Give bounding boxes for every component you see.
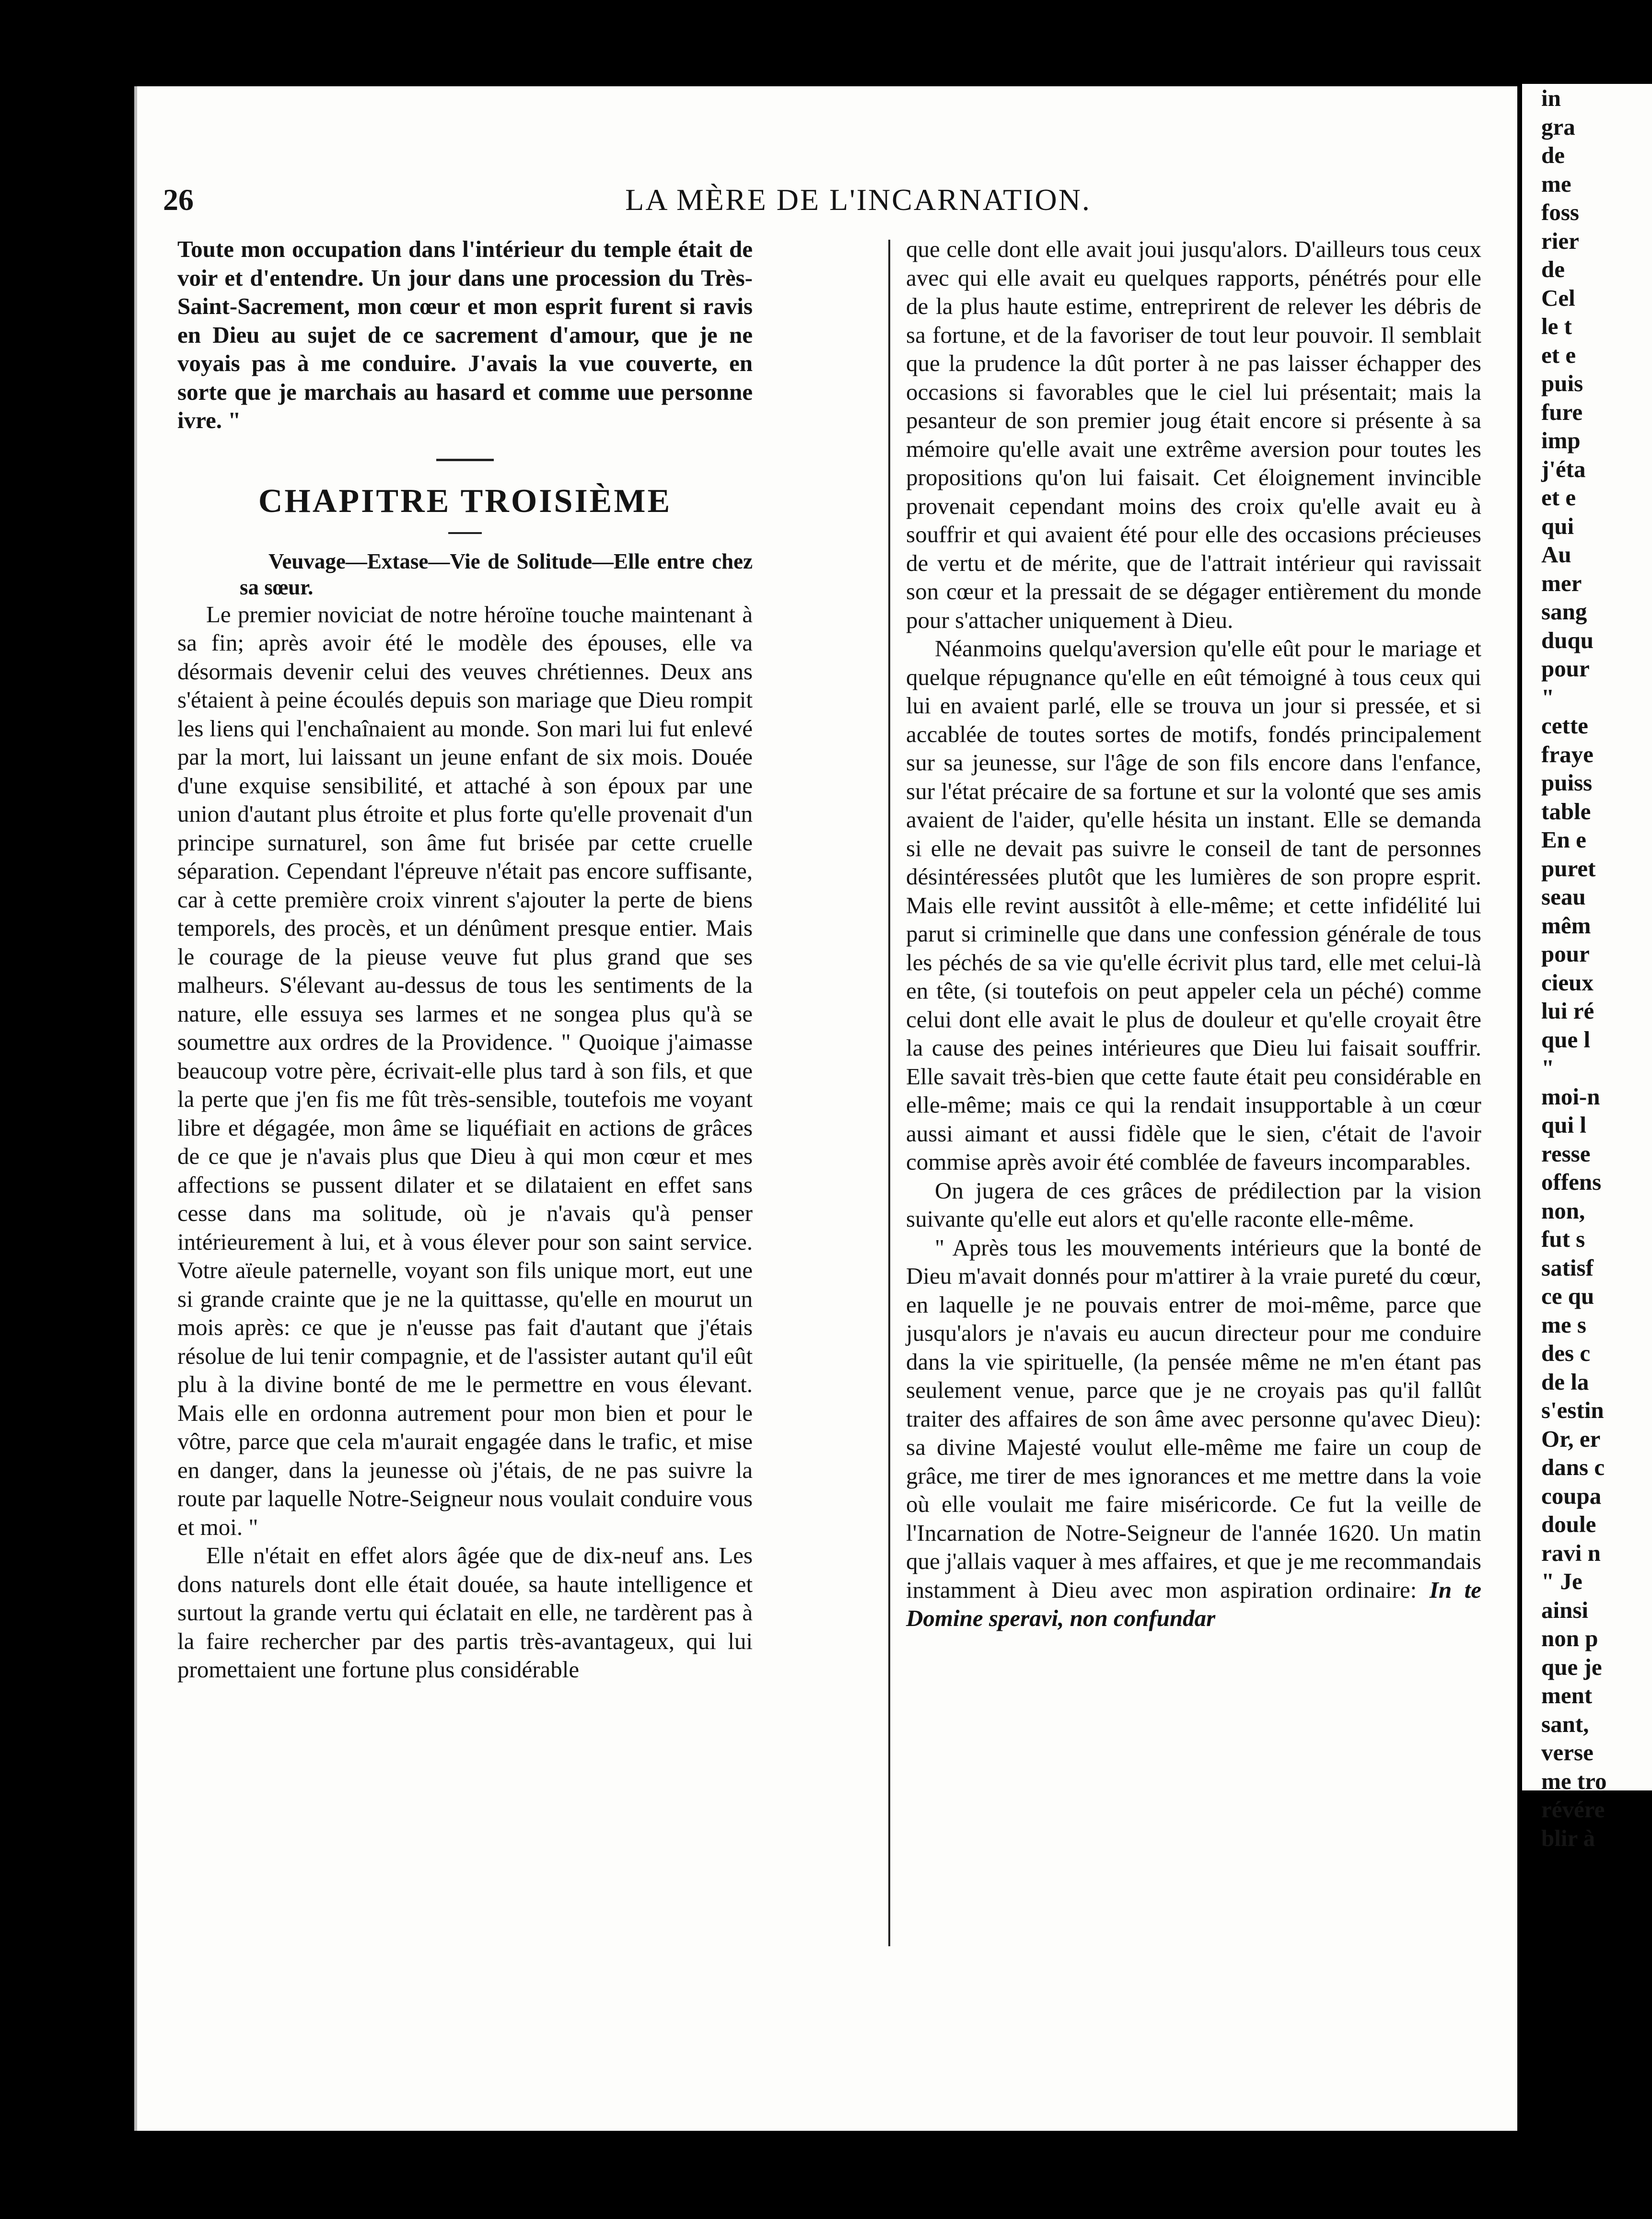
adjacent-page-fragment: " Je	[1541, 1568, 1582, 1594]
adjacent-page-fragment: de	[1541, 256, 1565, 282]
column-rule	[888, 240, 890, 1946]
adjacent-page-fragment: in	[1541, 85, 1561, 111]
adjacent-page-fragment: foss	[1541, 199, 1579, 225]
adjacent-page-fragment: En e	[1541, 826, 1586, 853]
section-divider	[436, 459, 494, 461]
adjacent-page-fragment: pour	[1541, 941, 1590, 967]
adjacent-page-fragment: cette	[1541, 712, 1588, 739]
adjacent-page-fragment: fut s	[1541, 1226, 1585, 1252]
adjacent-page-fragment: mêm	[1541, 912, 1591, 939]
paragraph: Néanmoins quelqu'aversion qu'elle eût pour le mariage et quelque répugnance qu'elle en eût témoigné à tous ceux qui lui en avaient parlé, elle se trouva un jour si pressée, et si accablée de toutes sortes de motifs, fondés principalement sur sa jeunesse, sur l'âge de son fils encore dans l'enfance, sur l'état précaire de sa fortune et sur la volonté que ses amis avaient de l'aider, qu'elle hésita un instant. Elle se demanda si elle ne devait pas suivre le conseil de tant de personnes désintéressées plutôt que les lumières de son propre esprit. Mais elle revint aussitôt à elle-même; et cette infidélité lui parut si criminelle que dans une confession générale de tous les péchés de sa vie qu'elle écrivit plus tard, elle met celui-là en tête, (si toutefois on peut appeler cela un péché) comme celui dont elle avait le plus de douleur et qu'elle croyait être la cause des peines intérieures que Dieu lui faisait souffrir. Elle savait très-bien que cette faute était peu considérable en elle-même; mais ce qui la rendait insupportable à un cœur aussi aimant et aussi fidèle que le sien, c'était de l'avoir commise après avoir été comblée de faveurs incomparables.	[906, 635, 1481, 1175]
title-divider	[448, 532, 482, 534]
paragraph: Elle n'était en effet alors âgée que de dix-neuf ans. Les dons naturels dont elle était douée, sa haute intelligence et surtout la grande vertu qui éclatait en elle, ne tardèrent pas à la faire rechercher par des partis très-avantageux, qui lui promettaient une fortune plus considérable	[177, 1542, 753, 1683]
adjacent-page-fragment: qui	[1541, 512, 1574, 539]
running-title: LA MÈRE DE L'INCARNATION.	[625, 183, 1091, 217]
adjacent-page-fragment: de la	[1541, 1368, 1589, 1395]
adjacent-page-fragment: lui ré	[1541, 998, 1594, 1024]
adjacent-page-fragment: sang	[1541, 598, 1587, 625]
adjacent-page-fragment: non,	[1541, 1197, 1585, 1224]
adjacent-page-fragment: doule	[1541, 1511, 1596, 1537]
chapter-summary: Veuvage—Extase—Vie de Solitude—Elle entre chez sa sœur.	[240, 549, 753, 599]
adjacent-page-fragment: imp	[1541, 427, 1581, 453]
adjacent-page-strip	[1522, 84, 1652, 1851]
adjacent-page-fragment: s'estin	[1541, 1397, 1604, 1423]
adjacent-page-fragment: cieux	[1541, 969, 1594, 996]
book-page	[134, 86, 1517, 2131]
page-gutter	[1517, 84, 1520, 1790]
quotation-text: " Après tous les mouvements intérieurs que la bonté de Dieu m'avait donnés pour m'attirer à la vraie pureté du cœur, en laquelle je ne pouvais entrer de moi-même, parce que jusqu'alors je n'avais eu aucun directeur pour me conduire dans la vie spirituelle, (la pensée même ne m'en étant pas seulement venue, parce que je ne croyais pas qu'il fallût traiter des affaires de son âme avec personne qu'avec Dieu): sa divine Majesté voulut elle-même me faire un coup de grâce, me tirer de mes ignorances et me mettre dans la voie où elle voulait me faire miséricorde. Ce fut la veille de l'Incarnation de Notre-Seigneur de l'année 1620. Un matin que j'allais vaquer à mes affaires, et que je me recommandais instamment à Dieu avec mon aspiration ordinaire:	[906, 1234, 1481, 1603]
adjacent-page-fragment: des c	[1541, 1340, 1591, 1366]
paragraph-continued: Toute mon occupation dans l'intérieur du temple était de voir et d'entendre. Un jour dans une procession du Très-Saint-Sacrement, mon cœur et mon esprit furent si ravis en Dieu au sujet de ce sacrement d'amour, que je ne voyais pas à me conduire. J'avais la vue couverte, en sorte que je marchais au hasard et comme uue personne ivre. "	[177, 236, 753, 433]
adjacent-page-fragment: ment	[1541, 1682, 1593, 1708]
left-column	[177, 235, 753, 1941]
adjacent-page-fragment: Or, er	[1541, 1425, 1601, 1452]
adjacent-page-fragment: dans c	[1541, 1454, 1605, 1480]
chapter-title: CHAPITRE TROISIÈME	[258, 482, 672, 520]
adjacent-page-fragment: ainsi	[1541, 1596, 1589, 1623]
adjacent-page-fragment: me	[1541, 170, 1571, 197]
adjacent-page-fragment: Cel	[1541, 284, 1575, 311]
adjacent-page-fragment: qui l	[1541, 1112, 1586, 1138]
adjacent-page-fragment: coupa	[1541, 1482, 1602, 1509]
paragraph: On jugera de ces grâces de prédilection par la vision suivante qu'elle eut alors et qu'elle raconte elle-même.	[906, 1177, 1481, 1232]
adjacent-page-fragment: non p	[1541, 1625, 1598, 1651]
paragraph: Le premier noviciat de notre héroïne touche maintenant à sa fin; après avoir été le modèle des épouses, elle va désormais devenir celui des veuves chrétiennes. Deux ans s'étaient à peine écoulés depuis son mariage que Dieu rompit les liens qui l'enchaînaient au monde. Son mari lui fut enlevé par la mort, lui laissant un jeune enfant de six mois. Douée d'une exquise sensibilité, et attaché à son époux par une union d'autant plus étroite et plus forte qu'elle provenait d'un principe surnaturel, son âme fut brisée par cette cruelle séparation. Cependant l'épreuve n'était pas encore suffisante, car à cette première croix vinrent s'ajouter la perte de biens temporels, des procès, et un dénûment presque entier. Mais le courage de la pieuse veuve fut plus grand que ses malheurs. S'élevant au-dessus de tous les sentiments de la nature, elle essuya ses larmes et ne songea plus qu'à se soumettre aux ordres de la Providence. " Quoique j'aimasse beaucoup votre père, écrivait-elle plus tard à son fils, et que la perte que j'en fis me fût très-sensible, toutefois me voyant libre et dégagée, mon âme se liquéfiait en actions de grâces de ce que je n'avais plus que Dieu à qui mon cœur et mes affections se pussent dilater et se dilataient en effet sans cesse dans ma solitude, où je n'avais qu'à penser intérieurement à lui, et à vous élever pour son saint service. Votre aïeule paternelle, voyant son fils unique mort, eut une si grande crainte que je ne la quittasse, qu'elle en mourut un mois après: ce que je n'eusse pas fait d'autant que j'étais résolue de lui tenir compagnie, et de l'assister autant qu'il eût plu à la divine bonté de me le permettre en vous élevant. Mais elle en ordonna autrement pour mon bien et pour le vôtre, parce que cela m'aurait engagée dans le trafic, et mise en danger, dans la jeunesse où j'étais, de ne pas suivre la route par laquelle Notre-Seigneur nous voulait conduire vous et moi. "	[177, 601, 753, 1540]
adjacent-page-fragment: révére	[1541, 1796, 1605, 1823]
adjacent-page-fragment: "	[1541, 684, 1555, 710]
adjacent-page-fragment: sant,	[1541, 1710, 1589, 1737]
adjacent-page-fragment: seau	[1541, 883, 1586, 910]
right-column	[906, 235, 1481, 1941]
adjacent-page-fragment: verse	[1541, 1739, 1594, 1766]
adjacent-page-fragment: ce qu	[1541, 1283, 1594, 1309]
adjacent-page-fragment: ravi n	[1541, 1539, 1601, 1566]
adjacent-page-fragment: fure	[1541, 398, 1583, 425]
adjacent-page-fragment: me s	[1541, 1311, 1586, 1338]
adjacent-page-fragment: blir à	[1541, 1824, 1595, 1851]
adjacent-page-fragment: puis	[1541, 370, 1583, 396]
adjacent-page-fragment: pour	[1541, 655, 1590, 682]
adjacent-page-fragment: "	[1541, 1055, 1555, 1081]
adjacent-page-fragment: que je	[1541, 1653, 1602, 1680]
adjacent-page-fragment: et e	[1541, 484, 1576, 511]
adjacent-page-fragment: puiss	[1541, 769, 1593, 796]
adjacent-page-fragment: satisf	[1541, 1254, 1594, 1281]
adjacent-page-fragment: resse	[1541, 1140, 1591, 1167]
adjacent-page-fragment: puret	[1541, 855, 1596, 882]
latin-aspiration: In te Domine speravi, non confundar	[906, 1576, 1481, 1631]
adjacent-page-fragment: de	[1541, 142, 1565, 168]
adjacent-page-fragment: le t	[1541, 313, 1572, 339]
adjacent-page-fragment: rier	[1541, 227, 1579, 254]
adjacent-page-fragment: fraye	[1541, 741, 1594, 767]
page-number: 26	[163, 183, 194, 217]
adjacent-page-fragment: offens	[1541, 1169, 1602, 1195]
running-header	[134, 182, 1517, 235]
adjacent-page-fragment: et e	[1541, 341, 1576, 368]
adjacent-page-fragment: Au	[1541, 541, 1571, 568]
adjacent-page-fragment: table	[1541, 798, 1591, 825]
quotation-paragraph	[906, 1233, 1481, 1633]
paragraph-continued: que celle dont elle avait joui jusqu'alors. D'ailleurs tous ceux avec qui elle avait eu quelques rapports, pénétrés pour elle de la plus haute estime, entreprirent de relever les débris de sa fortune, et de la favoriser de tout leur pouvoir. Il semblait que la prudence la dût porter à ne pas laisser échapper des occasions si favorables que le ciel lui présentait; mais la pesanteur de son premier joug était encore si présente à sa mémoire qu'elle avait une extrême aversion pour toutes les propositions qu'on lui faisait. Cet éloignement invincible provenait cependant moins des croix qu'elle avait eu à souffrir et qui avaient été pour elle des occasions précieuses de vertu et de mérite, que de l'attrait intérieur qui ravissait son cœur et la pressait de se dégager entièrement du monde pour s'attacher uniquement à Dieu.	[906, 236, 1481, 633]
adjacent-page-fragment: mer	[1541, 569, 1582, 596]
adjacent-page-fragment: me tro	[1541, 1767, 1607, 1794]
adjacent-page-fragment: duqu	[1541, 627, 1594, 653]
adjacent-page-fragment: gra	[1541, 113, 1575, 140]
adjacent-page-fragment: moi-n	[1541, 1083, 1600, 1110]
adjacent-page-fragment: que l	[1541, 1026, 1591, 1053]
adjacent-page-fragment: j'éta	[1541, 455, 1586, 482]
